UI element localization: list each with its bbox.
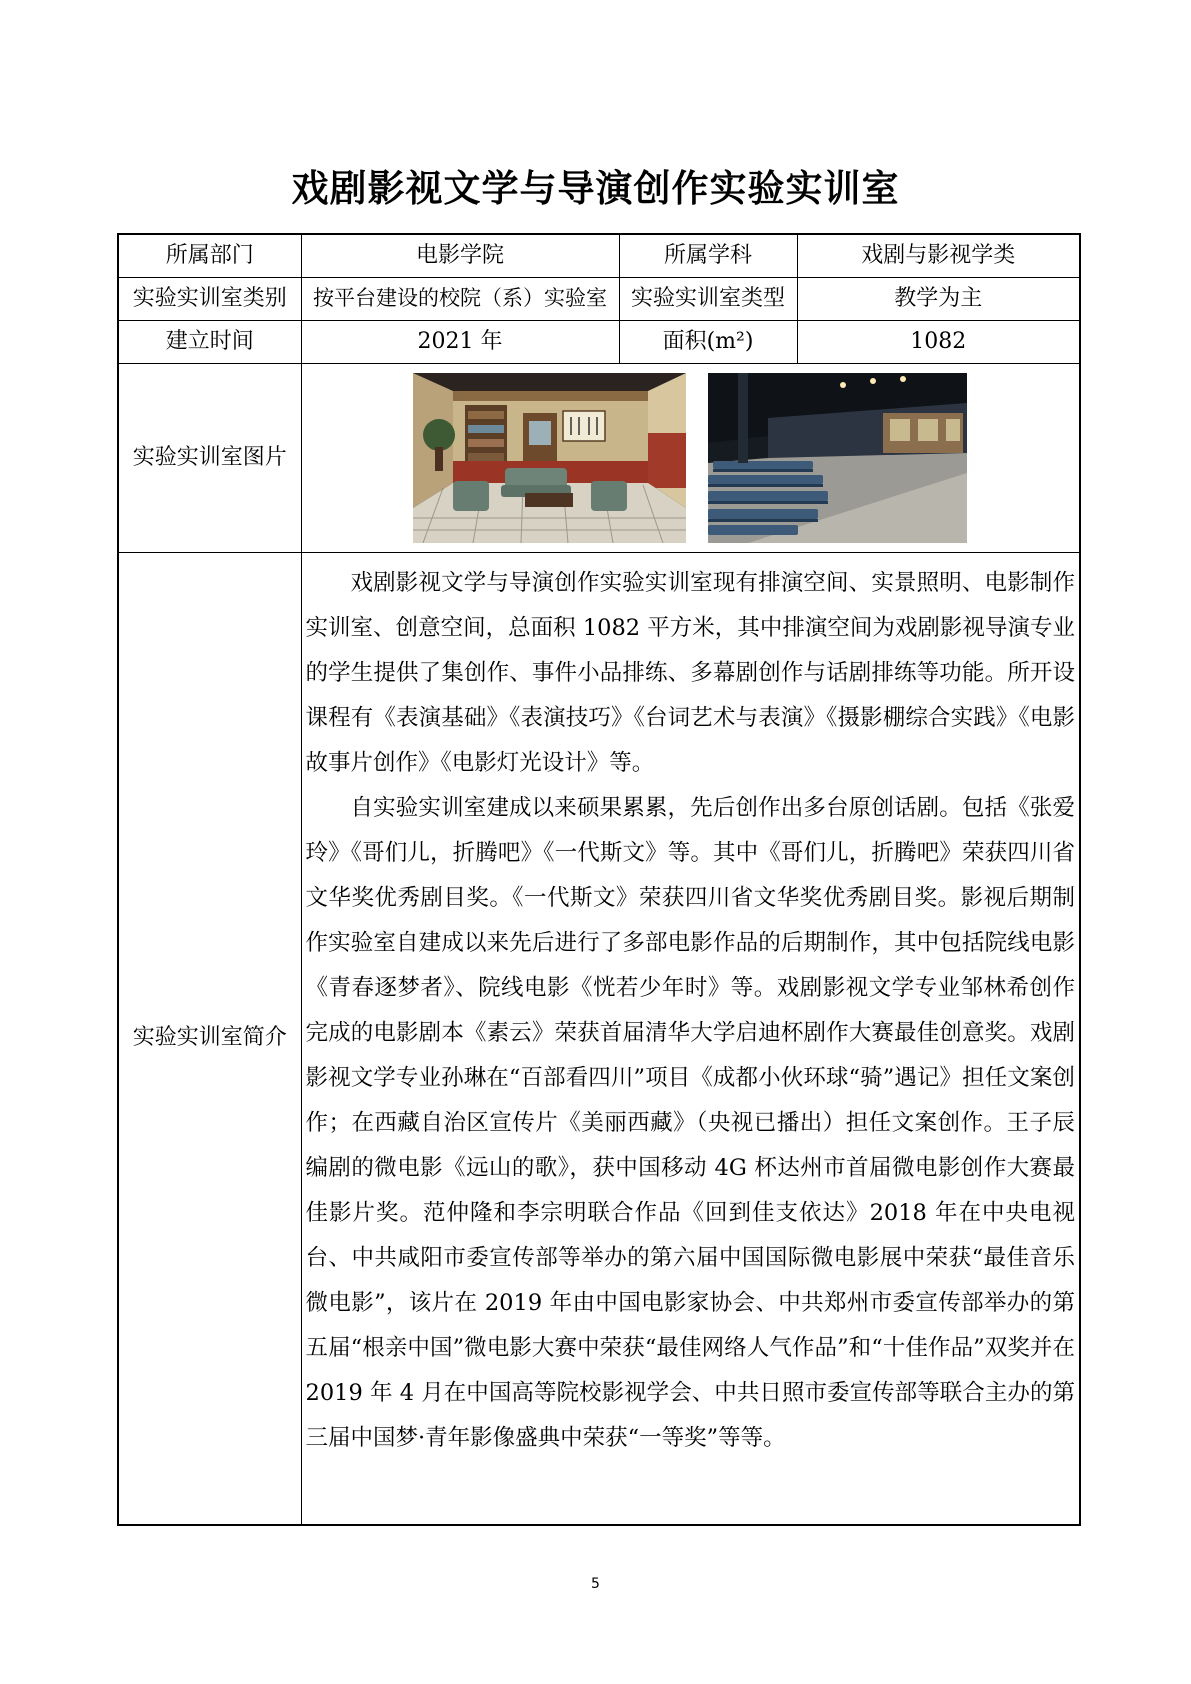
discipline-label: 所属学科 [619, 234, 797, 278]
photos-cell [301, 364, 1080, 553]
rehearsal-hall-photo [708, 373, 967, 543]
department-label: 所属部门 [118, 234, 301, 278]
table-row [118, 364, 1080, 553]
description-label: 实验实训室简介 [118, 553, 301, 1526]
lab-info-table [117, 233, 1081, 1526]
area-value: 1082 [797, 321, 1080, 364]
established-label: 建立时间 [118, 321, 301, 364]
lab-type-value: 教学为主 [797, 278, 1080, 321]
photos-label: 实验实训室图片 [118, 364, 301, 553]
department-value: 电影学院 [301, 234, 619, 278]
table-row [118, 278, 1080, 321]
lab-category-value: 按平台建设的校院（系）实验室 [301, 278, 619, 321]
discipline-value: 戏剧与影视学类 [797, 234, 1080, 278]
description-paragraph: 自实验实训室建成以来硕果累累，先后创作出多台原创话剧。包括《张爱玲》《哥们儿，折腾吧》《一代斯文》等。其中《哥们儿，折腾吧》荣获四川省文华奖优秀剧目奖。《一代斯文》荣获四川省文华奖优秀剧目奖。影视后期制作实验室自建成以来先后进行了多部电影作品的后期制作，其中包括院线电影《青春逐梦者》、院线电影《恍若少年时》等。戏剧影视文学专业邹林希创作完成的电影剧本《素云》荣获首届清华大学启迪杯剧作大赛最佳创意奖。戏剧影视文学专业孙琳在“百部看四川”项目《成都小伙环球“骑”遇记》担任文案创作；在西藏自治区宣传片《美丽西藏》（央视已播出）担任文案创作。王子辰编剧的微电影《远山的歌》，获中国移动 4G 杯达州市首届微电影创作大赛最佳影片奖。范仲隆和李宗明联合作品《回到佳支依达》2018 年在中央电视台、中共咸阳市委宣传部等举办的第六届中国国际微电影展中荣获“最佳音乐微电影”，该片在 2019 年由中国电影家协会、中共郑州市委宣传部举办的第五届“根亲中国”微电影大赛中荣获“最佳网络人气作品”和“十佳作品”双奖并在 2019 年 4 月在中国高等院校影视学会、中共日照市委宣传部等联合主办的第三届中国梦·青年影像盛典中荣获“一等奖”等等。 [305, 795, 1075, 1451]
description-cell [301, 553, 1080, 1526]
rehearsal-hall-image [708, 373, 967, 543]
page-title: 戏剧影视文学与导演创作实验实训室 [291, 167, 900, 210]
description-paragraph: 戏剧影视文学与导演创作实验实训室现有排演空间、实景照明、电影制作实训室、创意空间，总面积 1082 平方米，其中排演空间为戏剧影视导演专业的学生提供了集创作、事件小品排练、多幕剧创作与话剧排练等功能。所开设课程有《表演基础》《表演技巧》《台词艺术与表演》《摄影棚综合实践》《电影故事片创作》《电影灯光设计》等。 [305, 570, 1075, 776]
stage-set-photo [413, 373, 686, 543]
established-value: 2021 年 [301, 321, 619, 364]
table-row [118, 553, 1080, 1526]
lab-category-label: 实验实训室类别 [118, 278, 301, 321]
area-label: 面积(m²) [619, 321, 797, 364]
table-row [118, 234, 1080, 278]
lab-type-label: 实验实训室类型 [619, 278, 797, 321]
photo-gallery [302, 373, 1080, 543]
page-number: 5 [591, 1576, 600, 1592]
stage-set-image [413, 373, 686, 543]
table-row [118, 321, 1080, 364]
